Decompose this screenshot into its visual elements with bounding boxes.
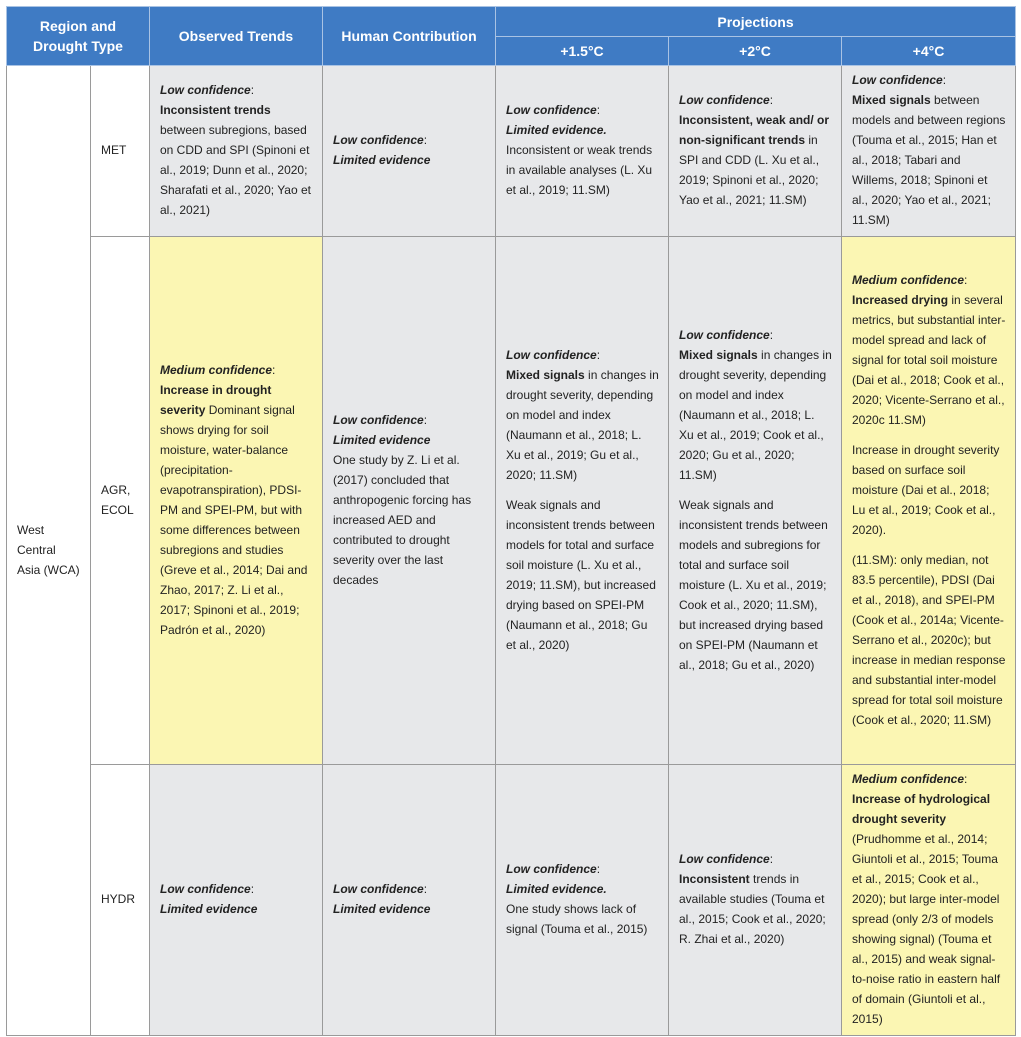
confidence-label: Low confidence bbox=[333, 882, 424, 896]
paragraph: (11.SM): only median, not 83.5 percentile), PDSI (Dai et al., 2018), and SPEI-PM (Cook et al., 2014a; Vicente-Serrano et al., 2020c); but increase in median response and substantial inter-model spread for total soil moisture (Cook et al., 2020; 11.SM) bbox=[852, 552, 1006, 727]
finding-bold: Increased drying bbox=[852, 292, 949, 307]
finding-text: in changes in drought severity, depending on model and index (Naumann et al., 2018; L. Xu et al., 2019; Cook et al., 2020; Gu et al., 2020; 11.SM) bbox=[679, 347, 832, 482]
hydr-proj-1-5: Low confidence: Limited evidence. One study shows lack of signal (Touma et al., 2015) bbox=[496, 765, 669, 1036]
paragraph: Increase in drought severity based on surface soil moisture (Dai et al., 2018; Lu et al., 2019; Cook et al., 2020). bbox=[852, 442, 1000, 537]
finding-bold: Mixed signals bbox=[679, 347, 758, 362]
header-proj-4: +4°C bbox=[842, 37, 1016, 66]
drought-assessment-table bbox=[6, 6, 1016, 1036]
hydr-observed: Low confidence: Limited evidence bbox=[150, 765, 323, 1036]
finding-text: in several metrics, but substantial inter-model spread and lack of signal for total soil moisture (Dai et al., 2018; Cook et al., 2020; Vicente-Serrano et al., 2020c 11.SM) bbox=[852, 292, 1006, 427]
confidence-label: Low confidence bbox=[333, 133, 424, 147]
confidence-label: Low confidence bbox=[852, 73, 943, 87]
met-human: Low confidence: Limited evidence bbox=[323, 66, 496, 237]
header-observed-trends: Observed Trends bbox=[150, 7, 323, 66]
finding-bold: Increase in drought severity bbox=[160, 382, 272, 417]
finding-italic: Limited evidence bbox=[333, 153, 431, 167]
finding-text: Inconsistent or weak trends in available analyses (L. Xu et al., 2019; 11.SM) bbox=[506, 143, 653, 197]
finding-text: (Prudhomme et al., 2014; Giuntoli et al., 2015; Touma et al., 2015; Cook et al., 2020); but large inter-model spread (only 2/3 of models showing signal) (Touma et al., 2015) and weak signal-to-noise ratio in eastern half of domain (Giuntoli et al., 2015) bbox=[852, 832, 1001, 1026]
finding-italic: Limited evidence bbox=[333, 902, 431, 916]
confidence-label: Low confidence bbox=[506, 862, 597, 876]
finding-italic: Limited evidence bbox=[160, 902, 258, 916]
finding-text: Dominant signal shows drying for soil moisture, water-balance (precipitation-evapotranspiration), PDSI-PM and SPEI-PM, but with some differences between subregions and studies (Greve et al., 2014; Dai and Zhao, 2017; Z. Li et al., 2017; Spinoni et al., 2019; Padrón et al., 2020) bbox=[160, 402, 308, 637]
hydr-human: Low confidence: Limited evidence bbox=[323, 765, 496, 1036]
table-row-hydr bbox=[7, 765, 1016, 1036]
header-human-contribution: Human Contribution bbox=[323, 7, 496, 66]
hydr-proj-4: Medium confidence: Increase of hydrological drought severity (Prudhomme et al., 2014; Giuntoli et al., 2015; Touma et al., 2015; Cook et al., 2020); but large inter-model spread (only 2/3 of models showing signal) (Touma et al., 2015) and weak signal-to-noise ratio in eastern half of domain (Giuntoli et al., 2015) bbox=[842, 765, 1016, 1036]
paragraph: Weak signals and inconsistent trends between models for total and surface soil moisture (L. Xu et al., 2019; 11.SM), but increased drying based on SPEI-PM (Naumann et al., 2018; Gu et al., 2020) bbox=[506, 497, 656, 652]
finding-bold: Inconsistent bbox=[679, 872, 750, 886]
paragraph: Medium confidence: Increased drying in several metrics, but substantial inter-model spread and lack of signal for total soil moisture (Dai et al., 2018; Cook et al., 2020; Vicente-Serrano et al., 2020c 11.SM) bbox=[852, 272, 1006, 427]
finding-text: One study shows lack of signal (Touma et al., 2015) bbox=[506, 902, 648, 936]
finding-bold: Inconsistent trends bbox=[160, 103, 271, 117]
finding-bold: Increase of hydrological drought severity bbox=[852, 792, 991, 826]
confidence-label: Low confidence bbox=[160, 882, 251, 896]
header-proj-1-5: +1.5°C bbox=[496, 37, 669, 66]
met-proj-2: Low confidence: Inconsistent, weak and/ or non-significant trends in SPI and CDD (L. Xu et al., 2019; Spinoni et al., 2020; Yao et al., 2021; 11.SM) bbox=[669, 66, 842, 237]
finding-bold: Inconsistent, weak and/ or non-significant trends bbox=[679, 113, 830, 147]
confidence-label: Medium confidence bbox=[852, 772, 965, 786]
drought-type-agr-ecol: AGR, ECOL bbox=[91, 237, 150, 765]
agr-proj-4 bbox=[842, 237, 1016, 765]
header-region: Region and Drought Type bbox=[7, 7, 150, 66]
finding-text: in SPI and CDD (L. Xu et al., 2019; Spinoni et al., 2020; Yao et al., 2021; 11.SM) bbox=[679, 133, 820, 207]
paragraph: Low confidence: Mixed signals in changes in drought severity, depending on model and index (Naumann et al., 2018; L. Xu et al., 2019; Gu et al., 2020; 11.SM) bbox=[506, 347, 659, 482]
drought-type-hydr: HYDR bbox=[91, 765, 150, 1036]
confidence-label: Low confidence bbox=[333, 412, 424, 427]
paragraph: Low confidence: Mixed signals in changes in drought severity, depending on model and index (Naumann et al., 2018; L. Xu et al., 2019; Cook et al., 2020; Gu et al., 2020; 11.SM) bbox=[679, 327, 832, 482]
finding-italic: Limited evidence. bbox=[506, 882, 607, 896]
finding-bold: Mixed signals bbox=[506, 367, 585, 382]
confidence-label: Medium confidence bbox=[852, 272, 965, 287]
paragraph: Weak signals and inconsistent trends between models and subregions for total and surface soil moisture (L. Xu et al., 2019; Cook et al., 2020; 11.SM), but increased drying based on SPEI-PM (Naumann et al., 2018; Gu et al., 2020) bbox=[679, 497, 828, 672]
finding-bold: Mixed signals bbox=[852, 93, 931, 107]
confidence-label: Medium confidence bbox=[160, 362, 273, 377]
finding-italic: Limited evidence. bbox=[506, 123, 607, 137]
drought-type-met: MET bbox=[91, 66, 150, 237]
met-proj-1-5: Low confidence: Limited evidence. Inconsistent or weak trends in available analyses (L. Xu et al., 2019; 11.SM) bbox=[496, 66, 669, 237]
agr-proj-2 bbox=[669, 237, 842, 765]
header-projections: Projections bbox=[496, 7, 1016, 37]
met-proj-4: Low confidence: Mixed signals between models and between regions (Touma et al., 2015; Han et al., 2018; Tabari and Willems, 2018; Spinoni et al., 2020; Yao et al., 2021; 11.SM) bbox=[842, 66, 1016, 237]
region-label: West Central Asia (WCA) bbox=[7, 66, 91, 1036]
confidence-label: Low confidence bbox=[679, 327, 770, 342]
finding-italic: Limited evidence bbox=[333, 432, 431, 447]
agr-human: Low confidence: Limited evidence One study by Z. Li et al. (2017) concluded that anthropogenic forcing has increased AED and contributed to drought severity over the last decades bbox=[323, 237, 496, 765]
finding-text: One study by Z. Li et al. (2017) concluded that anthropogenic forcing has increased AED and contributed to drought severity over the last decades bbox=[333, 452, 472, 587]
finding-text: trends in available studies (Touma et al., 2015; Cook et al., 2020; R. Zhai et al., 2020) bbox=[679, 872, 826, 946]
confidence-label: Low confidence bbox=[679, 852, 770, 866]
confidence-label: Low confidence bbox=[506, 347, 597, 362]
table-row-met bbox=[7, 66, 1016, 237]
confidence-label: Low confidence bbox=[679, 93, 770, 107]
agr-proj-1-5 bbox=[496, 237, 669, 765]
agr-observed: Medium confidence: Increase in drought severity Dominant signal shows drying for soil moisture, water-balance (precipitation-evapotranspiration), PDSI-PM and SPEI-PM, but with some differences between subregions and studies (Greve et al., 2014; Dai and Zhao, 2017; Z. Li et al., 2017; Spinoni et al., 2019; Padrón et al., 2020) bbox=[150, 237, 323, 765]
header-proj-2: +2°C bbox=[669, 37, 842, 66]
finding-text: in changes in drought severity, depending on model and index (Naumann et al., 2018; L. Xu et al., 2019; Gu et al., 2020; 11.SM) bbox=[506, 367, 659, 482]
finding-text: between subregions, based on CDD and SPI (Spinoni et al., 2019; Dunn et al., 2020; Sharafati et al., 2020; Yao et al., 2021) bbox=[160, 123, 311, 217]
hydr-proj-2: Low confidence: Inconsistent trends in available studies (Touma et al., 2015; Cook et al., 2020; R. Zhai et al., 2020) bbox=[669, 765, 842, 1036]
finding-text: between models and between regions (Touma et al., 2015; Han et al., 2018; Tabari and Willems, 2018; Spinoni et al., 2020; Yao et al., 2021; 11.SM) bbox=[852, 93, 1006, 227]
table-row-agr-ecol bbox=[7, 237, 1016, 765]
met-observed: Low confidence: Inconsistent trends between subregions, based on CDD and SPI (Spinoni et al., 2019; Dunn et al., 2020; Sharafati et al., 2020; Yao et al., 2021) bbox=[150, 66, 323, 237]
confidence-label: Low confidence bbox=[506, 103, 597, 117]
confidence-label: Low confidence bbox=[160, 83, 251, 97]
